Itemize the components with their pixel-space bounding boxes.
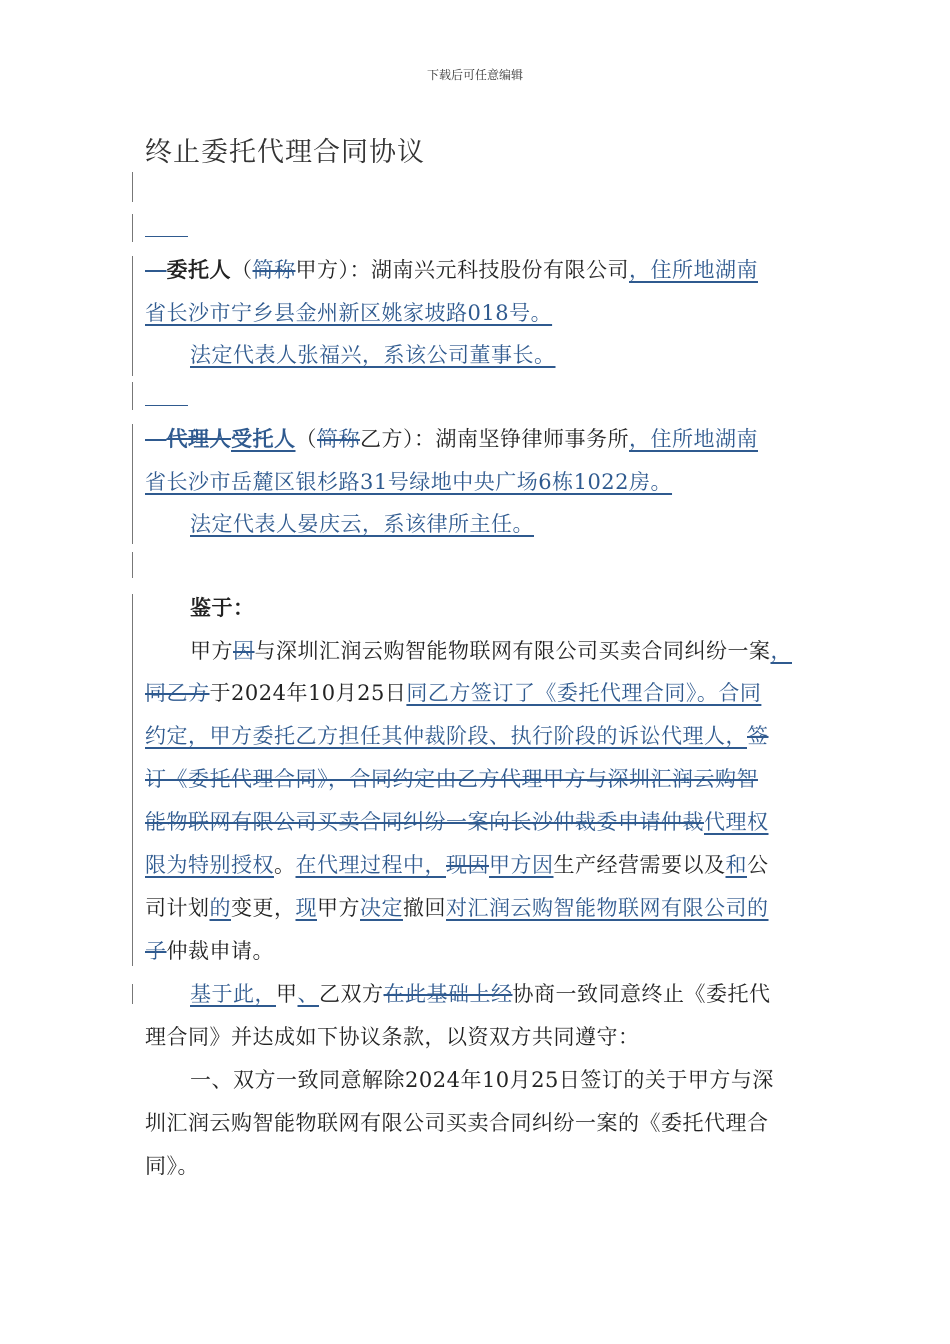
agree-line-1: 基于此，甲、乙双方在此基础上经协商一致同意终止《委托代 — [190, 982, 771, 1006]
change-bar — [132, 984, 133, 1004]
change-bar — [132, 552, 133, 578]
deleted-dash: — — [145, 258, 167, 282]
whereas-line-8: 子仲裁申请。 — [145, 939, 274, 963]
whereas-line-1: 甲方因与深圳汇润云购智能物联网有限公司买卖合同纠纷一案， — [190, 639, 792, 663]
whereas-line-4: 订《委托代理合同》，合同约定由乙方代理甲方与深圳汇润云购智 — [145, 767, 758, 791]
change-bar — [132, 256, 133, 376]
inserted-blank-line — [145, 405, 188, 406]
deleted-dash: — — [145, 427, 167, 451]
inserted-blank-line — [145, 236, 188, 237]
page-header: 下载后可任意编辑 — [426, 68, 523, 82]
agree-line-2: 理合同》并达成如下协议条款，以资双方共同遵守： — [145, 1025, 640, 1049]
whereas-line-7: 司计划的变更，现甲方决定撤回对汇润云购智能物联网有限公司的 — [145, 896, 769, 920]
agent-line-1: —代理人受托人（简称乙方）：湖南坚铮律师事务所，住所地湖南 — [145, 426, 758, 451]
change-bar — [132, 172, 133, 202]
change-bar — [132, 594, 133, 966]
clause-1-line-2: 圳汇润云购智能物联网有限公司买卖合同纠纷一案的《委托代理合 — [145, 1111, 769, 1135]
change-bar — [132, 424, 133, 544]
principal-line-2: 省长沙市宁乡县金州新区姚家坡路018号。 — [145, 301, 553, 325]
agent-line-3: 法定代表人晏庆云，系该律所主任。 — [190, 512, 534, 536]
whereas-line-3: 约定，甲方委托乙方担任其仲裁阶段、执行阶段的诉讼代理人，签 — [145, 724, 769, 748]
whereas-heading: 鉴于： — [190, 595, 255, 620]
clause-1-line-3: 同》。 — [145, 1154, 199, 1178]
principal-line-1: —委托人（简称甲方）：湖南兴元科技股份有限公司，住所地湖南 — [145, 257, 758, 282]
principal-line-3: 法定代表人张福兴，系该公司董事长。 — [190, 343, 556, 367]
change-bar — [132, 214, 133, 242]
document-title: 终止委托代理合同协议 — [145, 137, 425, 168]
change-bar — [132, 382, 133, 410]
whereas-line-6: 限为特别授权。在代理过程中，现因甲方因生产经营需要以及和公 — [145, 853, 769, 877]
whereas-line-2: 同乙方于2024年10月25日同乙方签订了《委托代理合同》。合同 — [145, 681, 762, 705]
whereas-line-5: 能物联网有限公司买卖合同纠纷一案向长沙仲裁委申请仲裁代理权 — [145, 810, 769, 834]
agent-line-2: 省长沙市岳麓区银杉路31号绿地中央广场6栋1022房。 — [145, 470, 673, 494]
clause-1-line-1: 一、双方一致同意解除2024年10月25日签订的关于甲方与深 — [190, 1068, 774, 1092]
